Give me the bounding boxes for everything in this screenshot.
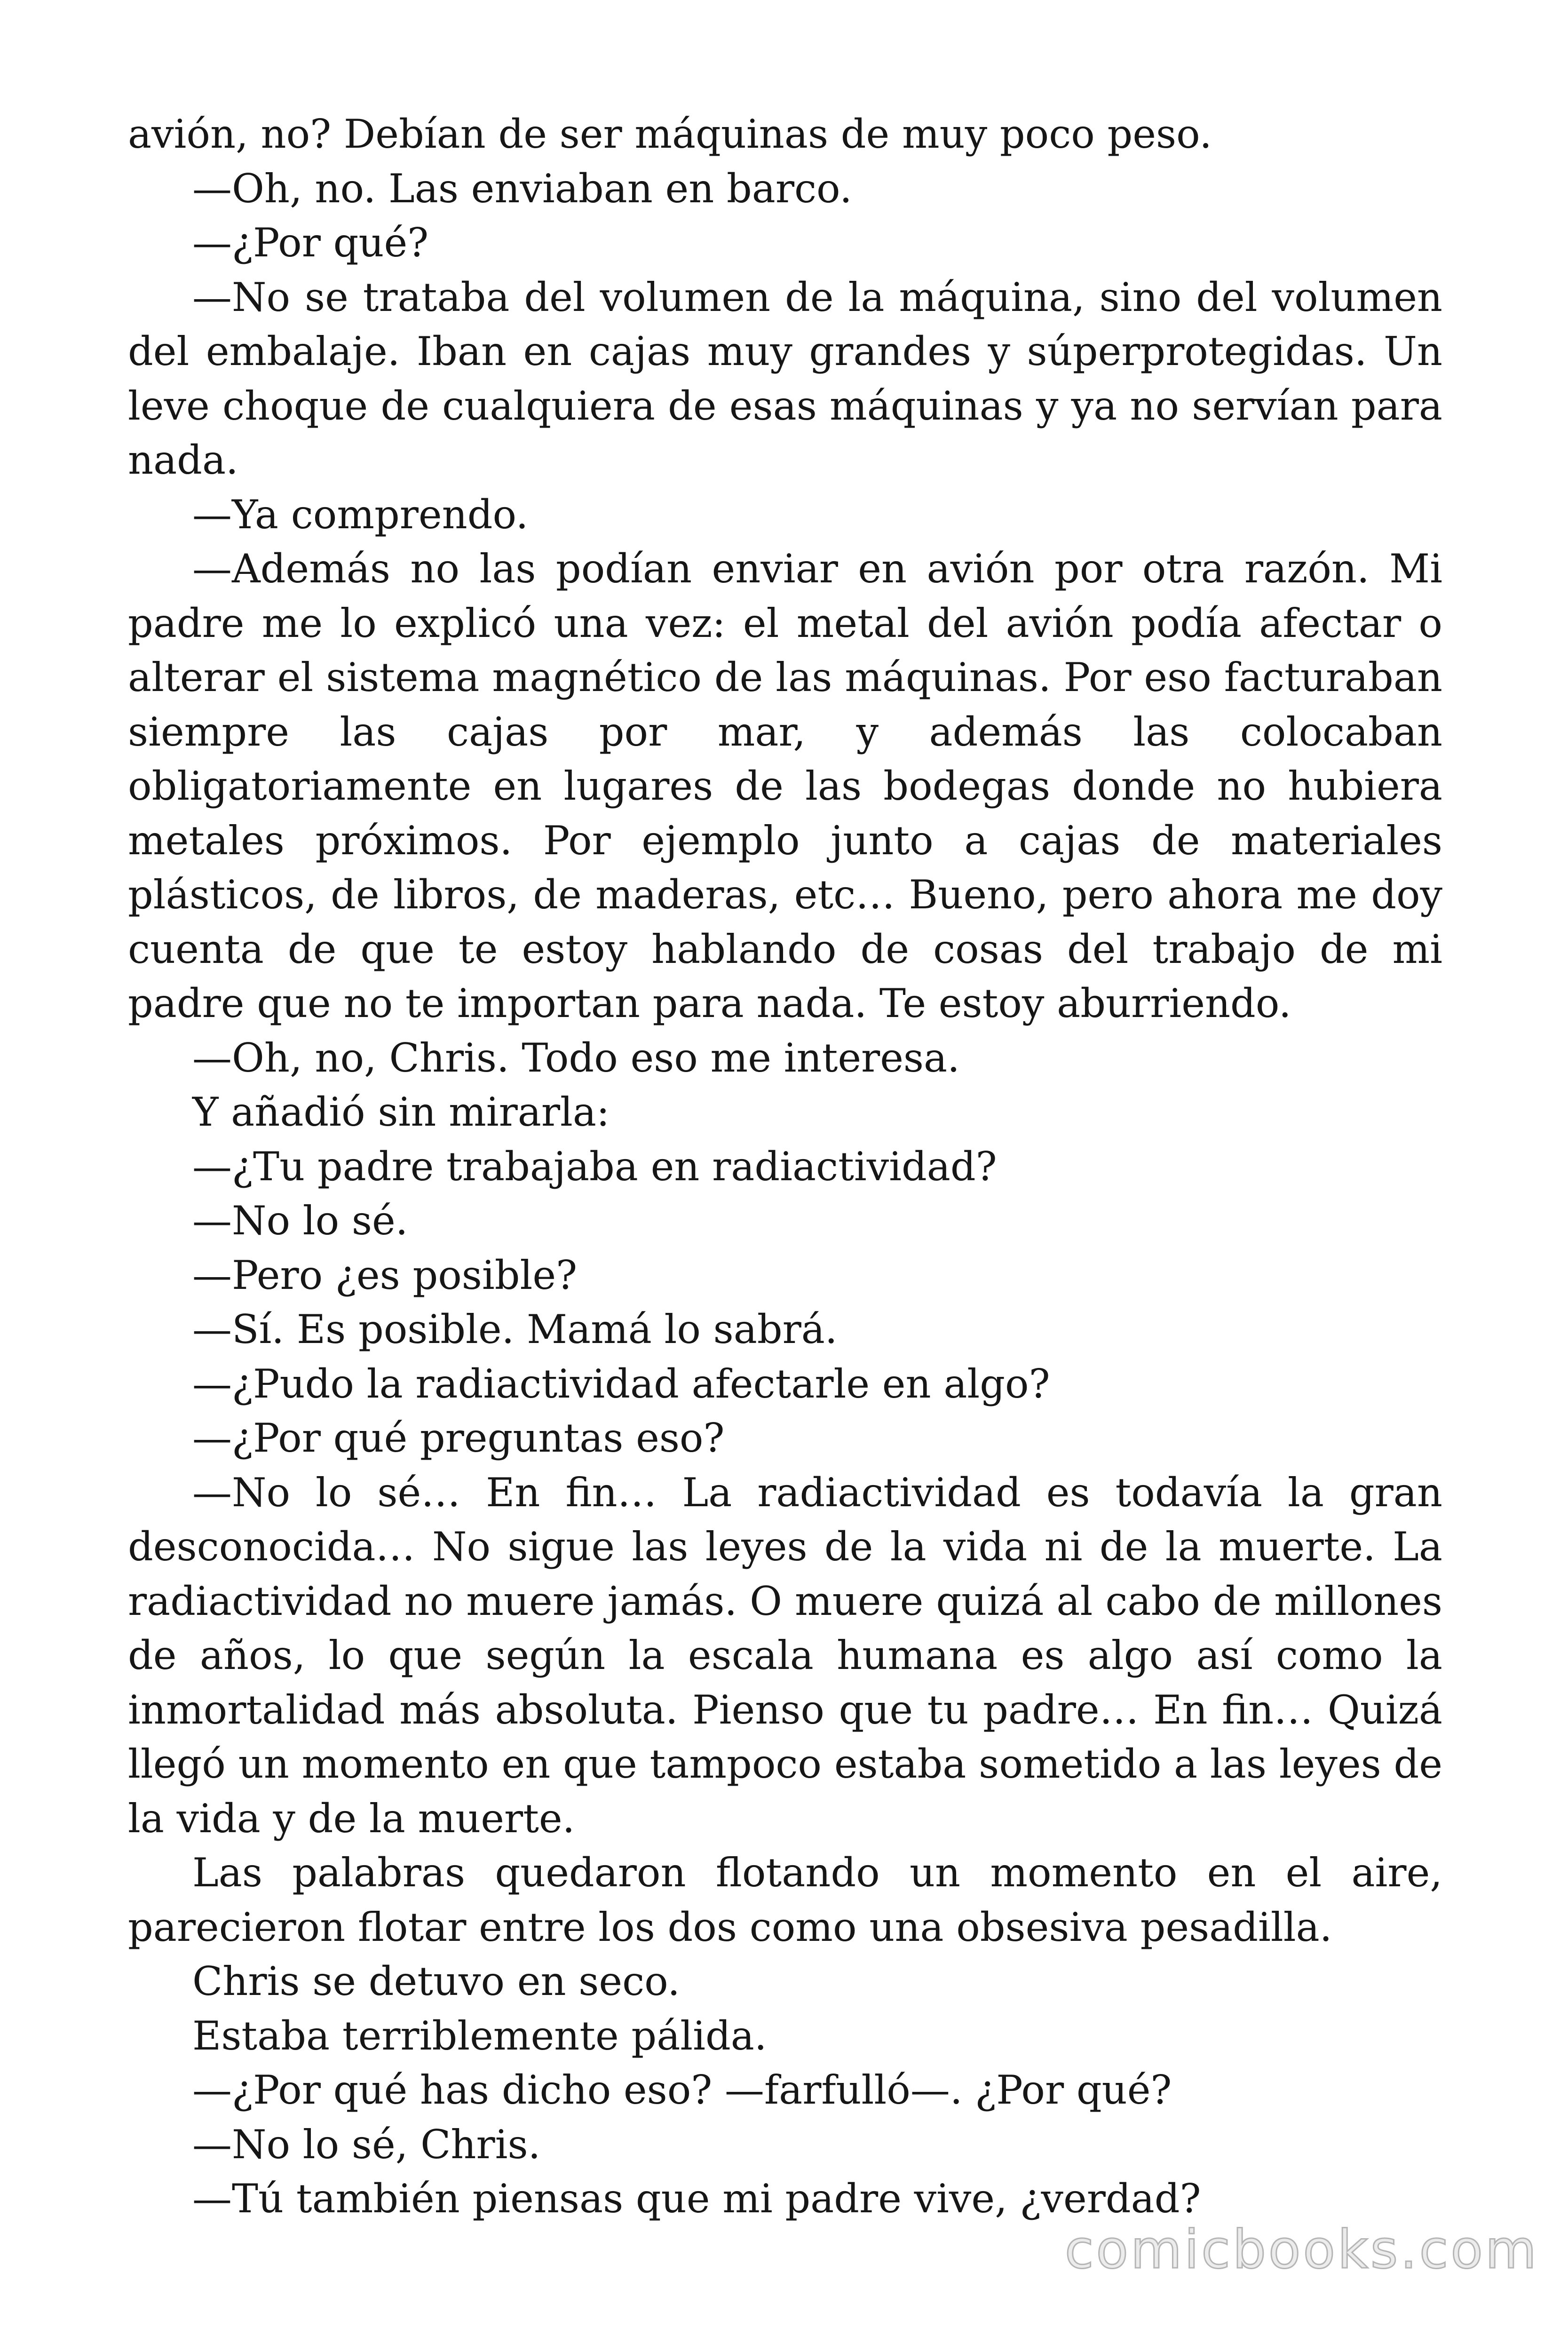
paragraph: —Pero ¿es posible? — [192, 1252, 578, 1298]
paragraph: —Ya comprendo. — [192, 491, 529, 538]
paragraph: —No lo sé, Chris. — [192, 2121, 541, 2168]
paragraph: Las palabras quedaron flotando un momento en el aire, parecieron flotar entre los dos como una obsesiva pesadilla. — [128, 1850, 1442, 1950]
paragraph: —¿Por qué preguntas eso? — [192, 1415, 725, 1461]
paragraph: avión, no? Debían de ser máquinas de muy poco peso. — [128, 111, 1212, 157]
paragraph: —¿Tu padre trabajaba en radiactividad? — [192, 1143, 997, 1190]
paragraph: —Tú también piensas que mi padre vive, ¿verdad? — [192, 2176, 1201, 2222]
paragraph: —¿Por qué has dicho eso? —farfulló—. ¿Por qué? — [192, 2067, 1172, 2113]
paragraph: —Oh, no. Las enviaban en barco. — [192, 165, 852, 212]
paragraph: —¿Por qué? — [192, 220, 429, 266]
watermark-logo: comicbooks.com — [1064, 2219, 1539, 2280]
paragraph: —¿Pudo la radiactividad afectarle en algo? — [192, 1360, 1050, 1407]
paragraph: —Oh, no, Chris. Todo eso me interesa. — [192, 1034, 960, 1081]
paragraph: —Sí. Es posible. Mamá lo sabrá. — [192, 1306, 838, 1352]
paragraph: —No lo sé. — [192, 1198, 408, 1244]
paragraph: Estaba terriblemente pálida. — [192, 2012, 767, 2059]
paragraph: Chris se detuvo en seco. — [192, 1958, 680, 2004]
paragraph: Y añadió sin mirarla: — [192, 1089, 610, 1135]
book-page-text — [128, 107, 1442, 2226]
paragraph: —Además no las podían enviar en avión por otra razón. Mi padre me lo explicó una vez: el metal del avión podía afectar o alterar el sistema magnético de las máquinas. Por eso facturaban siempre las cajas por mar, y además las colocaban obligatoriamente en lugares de las bodegas donde no hubiera metales próximos. Por ejemplo junto a cajas de materiales plásticos, de libros, de maderas, etc… Bueno, pero ahora me doy cuenta de que te estoy hablando de cosas del trabajo de mi padre que no te importan para nada. Te estoy aburriendo. — [128, 546, 1442, 1026]
paragraph: —No se trataba del volumen de la máquina, sino del volumen del embalaje. Iban en cajas muy grandes y súperprotegidas. Un leve choque de cualquiera de esas máquinas y ya no servían para nada. — [128, 274, 1442, 483]
paragraph: —No lo sé… En fin… La radiactividad es todavía la gran desconocida… No sigue las leyes de la vida ni de la muerte. La radiactividad no muere jamás. O muere quizá al cabo de millones de años, lo que según la escala humana es algo así como la inmortalidad más absoluta. Pienso que tu padre… En fin… Quizá llegó un momento en que tampoco estaba sometido a las leyes de la vida y de la muerte. — [128, 1469, 1442, 1842]
